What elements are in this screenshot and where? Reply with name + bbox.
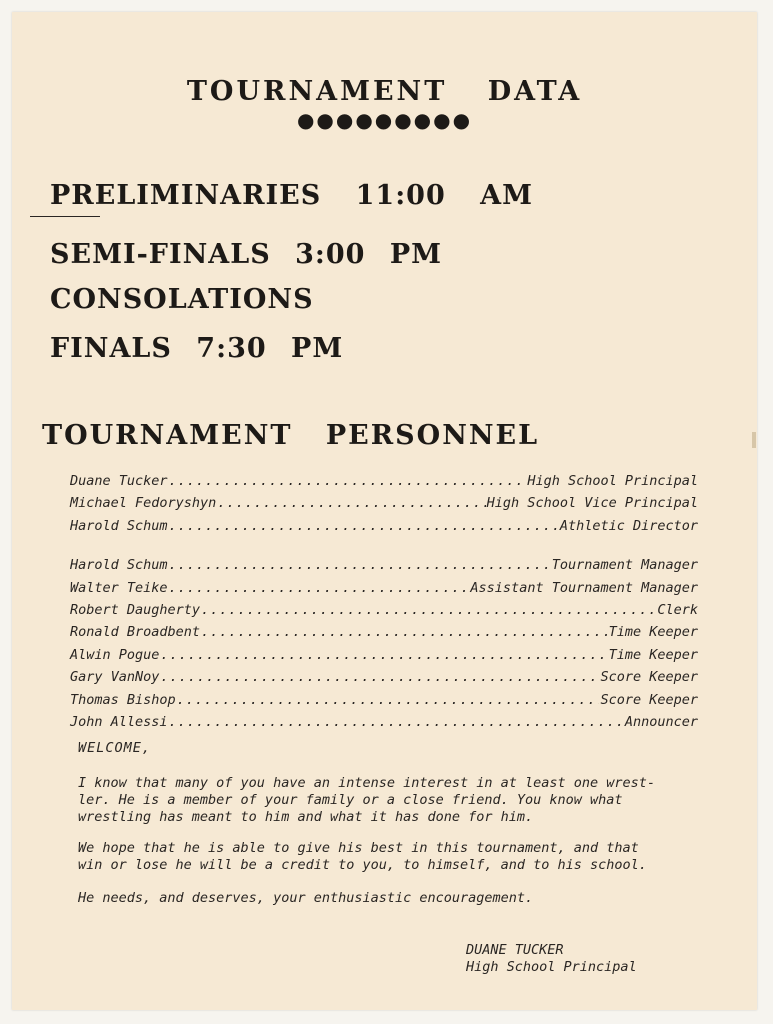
roster-name: Ronald Broadbent bbox=[70, 624, 201, 641]
letter-paragraph bbox=[78, 775, 703, 826]
roster-name: Alwin Pogue bbox=[70, 646, 160, 663]
margin-rule bbox=[30, 216, 100, 217]
roster-name: Harold Schum bbox=[70, 557, 168, 574]
program-page bbox=[12, 12, 757, 1010]
schedule-finals: FINALS 7:30 PM bbox=[50, 333, 344, 364]
schedule-consolations: CONSOLATIONS bbox=[50, 284, 314, 315]
roster-row bbox=[70, 666, 698, 688]
letter-line: He needs, and deserves, your enthusiastic encouragement. bbox=[78, 890, 534, 906]
roster-name: Walter Teike bbox=[70, 579, 168, 596]
letter-line: win or lose he will be a credit to you, to himself, and to his school. bbox=[78, 857, 647, 873]
roster-name: John Allessi bbox=[70, 713, 168, 730]
dot-leader bbox=[169, 470, 527, 492]
roster-role: Score Keeper bbox=[600, 669, 698, 686]
dot-leader bbox=[169, 554, 551, 576]
dot-leader bbox=[217, 492, 485, 514]
dot-leader bbox=[160, 666, 599, 688]
letter-paragraph bbox=[78, 890, 703, 907]
roster-role: Score Keeper bbox=[600, 691, 698, 708]
dot-leader bbox=[160, 644, 607, 666]
signature-name: DUANE TUCKER bbox=[466, 942, 564, 958]
roster-row bbox=[70, 577, 698, 599]
page-edge-mark bbox=[752, 432, 756, 448]
roster-role: Announcer bbox=[624, 713, 698, 730]
signature-title: High School Principal bbox=[466, 959, 637, 975]
tournament-data-title: TOURNAMENT DATA bbox=[186, 76, 583, 107]
roster-name: Robert Daugherty bbox=[70, 601, 201, 618]
signature-block bbox=[466, 942, 637, 976]
letter-line: ler. He is a member of your family or a close friend. You know what bbox=[78, 792, 623, 808]
roster-role: Tournament Manager bbox=[551, 557, 698, 574]
roster-name: Thomas Bishop bbox=[70, 691, 176, 708]
roster-row bbox=[70, 470, 698, 492]
roster-row bbox=[70, 621, 698, 643]
roster-row bbox=[70, 492, 698, 514]
roster-row bbox=[70, 599, 698, 621]
roster-name: Michael Fedoryshyn bbox=[70, 495, 217, 512]
dot-leader bbox=[201, 621, 608, 643]
letter-line: wrestling has meant to him and what it has done for him. bbox=[78, 809, 534, 825]
roster-role: High School Principal bbox=[527, 473, 698, 489]
schedule-semi-finals: SEMI-FINALS 3:00 PM bbox=[50, 239, 443, 270]
roster-row bbox=[70, 711, 698, 733]
dot-leader bbox=[177, 689, 600, 711]
personnel-roster bbox=[70, 470, 698, 733]
roster-name: Duane Tucker bbox=[70, 473, 168, 489]
roster-name: Harold Schum bbox=[70, 517, 168, 534]
title-dots-divider: ●●●●●●●●● bbox=[296, 108, 473, 132]
roster-role: Assistant Tournament Manager bbox=[470, 579, 698, 596]
roster-role: Clerk bbox=[657, 601, 698, 618]
dot-leader bbox=[169, 711, 624, 733]
dot-leader bbox=[169, 577, 470, 599]
schedule-preliminaries: PRELIMINARIES 11:00 AM bbox=[50, 180, 533, 211]
roster-row bbox=[70, 515, 698, 537]
letter-paragraph bbox=[78, 840, 703, 874]
roster-row bbox=[70, 689, 698, 711]
roster-row bbox=[70, 554, 698, 576]
roster-name: Gary VanNoy bbox=[70, 669, 160, 686]
tournament-personnel-title: TOURNAMENT PERSONNEL bbox=[42, 420, 540, 451]
roster-role: Athletic Director bbox=[559, 517, 698, 534]
roster-role: Time Keeper bbox=[608, 646, 698, 663]
dot-leader bbox=[169, 515, 559, 537]
roster-role: High School Vice Principal bbox=[486, 495, 698, 512]
letter-line: We hope that he is able to give his best in this tournament, and that bbox=[78, 840, 639, 856]
letter-line: I know that many of you have an intense interest in at least one wrest- bbox=[78, 775, 656, 791]
dot-leader bbox=[201, 599, 656, 621]
roster-role: Time Keeper bbox=[608, 624, 698, 641]
welcome-heading: WELCOME, bbox=[78, 740, 152, 756]
roster-row bbox=[70, 644, 698, 666]
